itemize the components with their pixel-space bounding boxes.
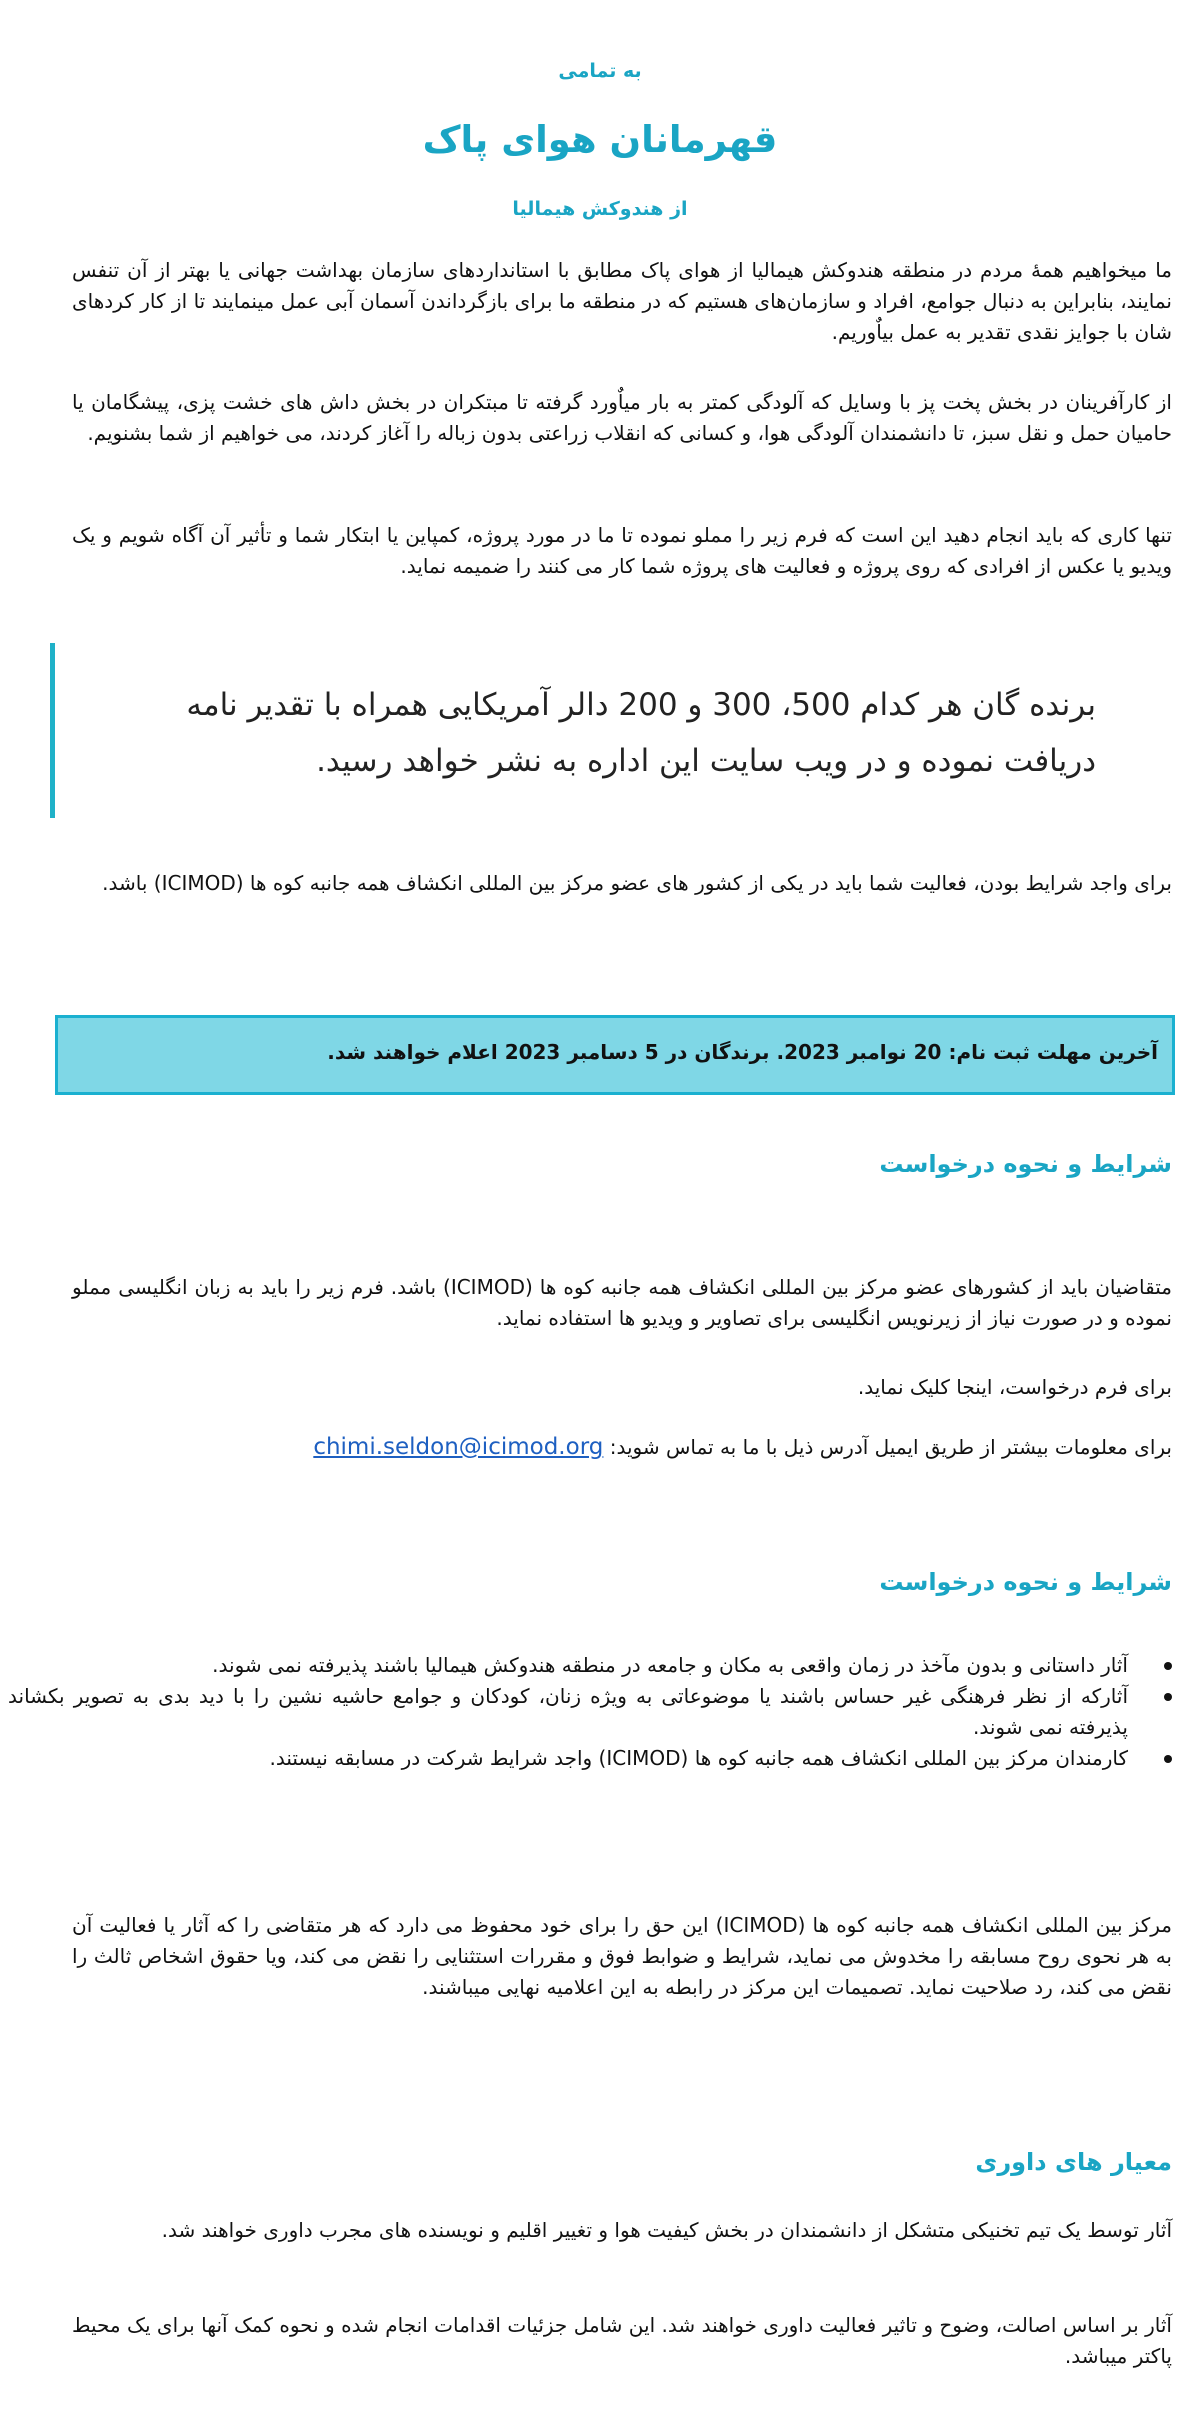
- bullet-icon: [1164, 1662, 1172, 1670]
- judging-paragraph-1: آثار توسط یک تیم تخنیکی متشکل از دانشمندان در بخش کیفیت هوا و تغییر اقلیم و نویسنده های مجرب داوری خواهند شد.: [161, 2218, 1172, 2242]
- bullet-icon: [1164, 1693, 1172, 1701]
- contact-paragraph: [72, 1432, 1172, 1463]
- page-subtitle: از هندوکش هیمالیا: [512, 198, 688, 220]
- bullet-icon: [1164, 1755, 1172, 1763]
- intro-paragraph-3: تنها کاری که باید انجام دهید این است که فرم زیر را مملو نموده تا ما در مورد پروژه، کمپاین یا ابتکار شما و تأثیر آن آگاه شویم و یک ویدیو یا عکس از افرادی که روی پروژه و فعالیت های پروژه شما کار می کنند را ضمیمه نماید.: [72, 523, 1172, 578]
- intro-paragraph-1: ما میخواهیم همۀ مردم در منطقه هندوکش هیمالیا از هوای پاک مطابق با استانداردهای سازمان بهداشت جهانی یا بهتر از آن تنفس نمایند، بنابراین به دنبال جوامع، افراد و سازمان‌های هستیم که در منطقه ما برای بازگرداندن آسمان آبی عمل مینمایند تا از کار کردهای شان با جوایز نقدی تقدیر به عمل بیاٌوریم.: [72, 258, 1172, 344]
- deadline-text: آخرین مهلت ثبت نام: 20 نوامبر 2023. برندگان در 5 دسامبر 2023 اعلام خواهند شد.: [327, 1040, 1158, 1064]
- judging-paragraph-2: آثار بر اساس اصالت، وضوح و تاثیر فعالیت داوری خواهند شد. این شامل جزئیات اقدامات انجام شده و نحوه کمک آنها برای یک محیط پاکتر میباشد.: [72, 2313, 1172, 2368]
- prize-quote-text: برنده گان هر کدام 500، 300 و 200 دالر آمریکایی همراه با تقدیر نامه دریافت نموده و در ویب سایت این اداره به نشر خواهد رسید.: [186, 687, 1096, 779]
- page-title: قهرمانان هوای پاک: [422, 118, 778, 161]
- prize-quote: [50, 643, 1146, 818]
- list-item: آثارکه از نظر فرهنگی غیر حساس باشند یا موضوعاتی به ویژه زنان، کودکان و جوامع حاشیه نشین را با دید بدی به تصویر بکشاند پذیرفته نمی شوند.: [8, 1681, 1128, 1743]
- apply-paragraph: متقاضیان باید از کشورهای عضو مرکز بین المللی انکشاف همه جانبه کوه ها (ICIMOD) باشد. فرم زیر را باید به زبان انگلیسی مملو نموده و در صورت نیاز از زیرنویس انگلیسی برای تصاویر و ویدیو ها استفاده نماید.: [72, 1275, 1172, 1330]
- rights-paragraph: مرکز بین المللی انکشاف همه جانبه کوه ها (ICIMOD) این حق را برای خود محفوظ می دارد که هر متقاضی را که آثار یا فعالیت آن به هر نحوی روح مسابقه را مخدوش می نماید، شرایط و ضوابط فوق و مقررات استثنایی را نقض می کند، ویا حقوق اشخاص ثالث را نقض می کند، رد صلاحیت نماید. تصمیمات این مرکز در رابطه به این اعلامیه نهایی میباشند.: [72, 1913, 1172, 1999]
- header-kicker: به تمامی: [558, 60, 642, 82]
- section-heading-conditions: شرایط و نحوه درخواست: [879, 1568, 1172, 1596]
- application-form-link[interactable]: برای فرم درخواست، اینجا کلیک نماید.: [857, 1375, 1172, 1399]
- contact-text: برای معلومات بیشتر از طریق ایمیل آدرس ذیل با ما به تماس شوید:: [609, 1435, 1172, 1459]
- contact-email-link[interactable]: chimi.seldon@icimod.org: [313, 1434, 604, 1460]
- section-heading-judging: معیار های داوری: [975, 2148, 1172, 2176]
- section-heading-apply: شرایط و نحوه درخواست: [879, 1150, 1172, 1178]
- deadline-banner: [55, 1015, 1175, 1095]
- list-item: کارمندان مرکز بین المللی انکشاف همه جانبه کوه ها (ICIMOD) واجد شرایط شرکت در مسابقه نیستند.: [8, 1743, 1128, 1774]
- conditions-list: [8, 1650, 1172, 1774]
- eligibility-paragraph: برای واجد شرایط بودن، فعالیت شما باید در یکی از کشور های عضو مرکز بین المللی انکشاف همه جانبه کوه ها (ICIMOD) باشد.: [102, 871, 1172, 895]
- intro-paragraph-2: از کارآفرینان در بخش پخت پز با وسایل که آلودگی کمتر به بار میاٌورد گرفته تا مبتکران در بخش داش های خشت پزی، پیشگامان یا حامیان حمل و نقل سبز، تا دانشمندان آلودگی هوا، و کسانی که انقلاب زراعتی بدون زباله را آغاز کردند، می خواهیم از شما بشنویم.: [72, 390, 1172, 445]
- list-item: آثار داستانی و بدون مآخذ در زمان واقعی به مکان و جامعه در منطقه هندوکش هیمالیا باشند پذیرفته نمی شوند.: [8, 1650, 1128, 1681]
